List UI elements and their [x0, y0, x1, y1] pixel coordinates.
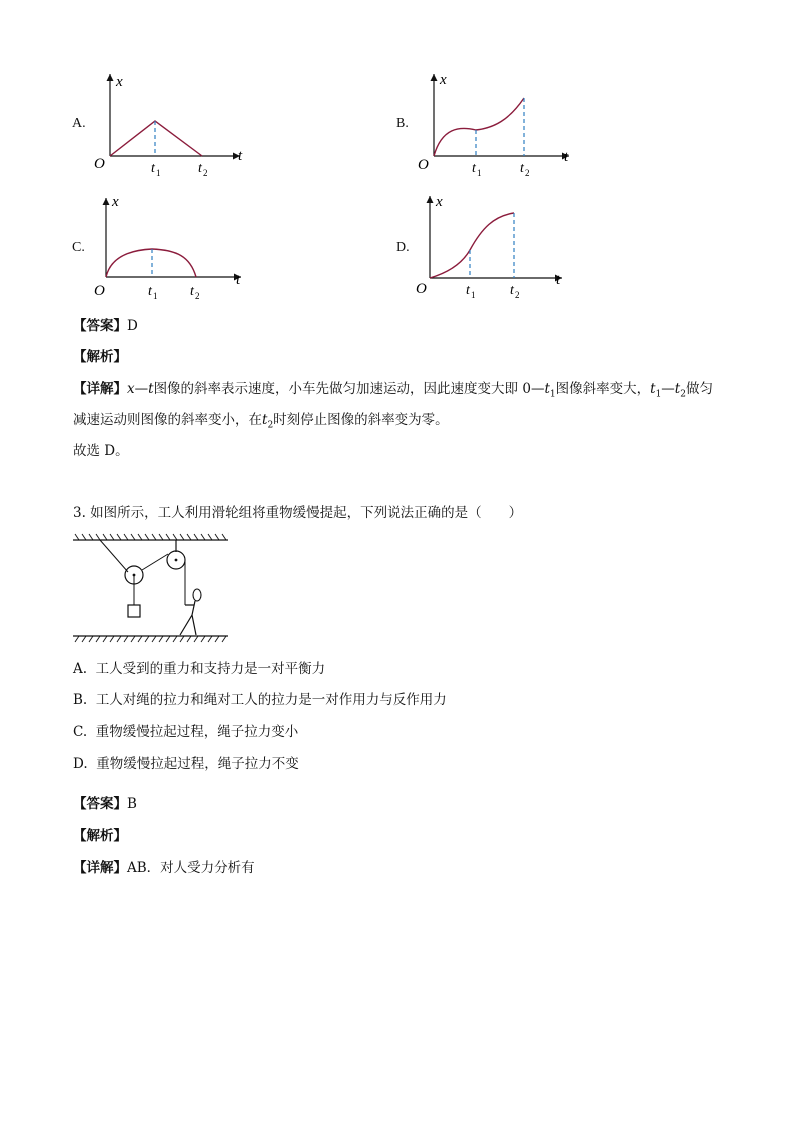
- detail-text: AB．对人受力分析有: [127, 860, 255, 876]
- t2-label: t: [190, 284, 194, 299]
- ceiling-hatch: [75, 534, 226, 540]
- q2-conclusion: 故选 D。: [73, 443, 129, 459]
- x-axis-label: x: [436, 194, 443, 210]
- pulley-axle: [175, 559, 178, 562]
- option-c-label: C.: [72, 240, 85, 255]
- x-axis-label: x: [112, 194, 119, 210]
- t2-label: t: [520, 161, 524, 176]
- option-letter: A.: [73, 661, 88, 677]
- worker-body: [180, 601, 196, 635]
- q3-stem: 3. 如图所示，工人利用滑轮组将重物缓慢提起，下列说法正确的是（ ）: [73, 505, 523, 521]
- x-axis-label: x: [440, 72, 447, 88]
- curve: [430, 213, 514, 278]
- q3-option-c: [73, 722, 298, 742]
- option-text: 重物缓慢拉起过程，绳子拉力变小: [95, 724, 299, 740]
- rope: [100, 540, 128, 572]
- option-text: 重物缓慢拉起过程，绳子拉力不变: [96, 756, 299, 772]
- graph-b: [414, 68, 579, 180]
- var-t: t: [148, 381, 154, 397]
- q2-analysis-tag: 【解析】: [73, 349, 127, 365]
- graph-d: [412, 188, 577, 303]
- t1-subscript: 1: [156, 168, 161, 178]
- option-letter: D.: [73, 756, 88, 772]
- curve: [106, 249, 196, 277]
- option-text: 工人受到的重力和支持力是一对平衡力: [95, 661, 326, 677]
- answer-tag: 【答案】: [73, 318, 127, 334]
- q2-detail-line-2: [73, 410, 449, 436]
- t2-label: t: [198, 161, 202, 176]
- detail-text: 图像的斜率表示速度，小车先做匀加速运动，因此速度变大即 0—: [153, 381, 545, 397]
- t2-subscript: 2: [680, 389, 686, 400]
- var-t2: t: [262, 412, 268, 428]
- rope: [142, 554, 168, 570]
- t2-subscript: 2: [267, 420, 274, 431]
- q3-option-b: [73, 690, 447, 710]
- t1-label: t: [151, 161, 155, 176]
- option-a-label: A.: [72, 116, 86, 131]
- t-axis-label: t: [556, 272, 561, 288]
- origin-label: O: [418, 157, 429, 173]
- detail-text: 做匀: [685, 381, 713, 397]
- curve: [434, 98, 524, 156]
- t-axis-label: t: [236, 272, 241, 288]
- weight-box: [128, 605, 140, 617]
- t1-subscript: 1: [471, 290, 476, 300]
- q3-analysis-tag: 【解析】: [73, 828, 127, 844]
- t2-subscript: 2: [203, 168, 208, 178]
- answer-value: B: [127, 796, 137, 812]
- detail-text: 图像斜率变大，: [555, 381, 651, 397]
- t-axis-label: t: [564, 149, 569, 165]
- x-axis-label: x: [116, 74, 123, 90]
- var-x: x: [127, 381, 135, 397]
- origin-label: O: [94, 283, 105, 299]
- t1-label: t: [466, 283, 470, 298]
- t1-subscript: 1: [655, 389, 662, 400]
- answer-tag: 【答案】: [73, 796, 127, 812]
- var-t2: t: [674, 381, 681, 397]
- detail-tag: 【详解】: [73, 860, 127, 876]
- curve: [110, 121, 202, 156]
- answer-value: D: [127, 318, 138, 334]
- t1-label: t: [472, 161, 476, 176]
- q3-detail-line: [73, 858, 255, 878]
- graph-c: [86, 192, 251, 304]
- t1-subscript: 1: [477, 168, 482, 178]
- graph-a: [90, 68, 250, 180]
- q3-option-a: [73, 659, 325, 679]
- option-letter: C.: [73, 724, 88, 740]
- t2-subscript: 2: [525, 168, 530, 178]
- option-letter: B.: [73, 692, 88, 708]
- t1-subscript: 1: [549, 389, 556, 400]
- detail-tag: 【详解】: [73, 381, 127, 397]
- t2-subscript: 2: [515, 290, 520, 300]
- origin-label: O: [94, 156, 105, 172]
- q2-answer-line: [73, 316, 138, 336]
- pulley-figure: [70, 530, 235, 648]
- q2-detail-line-1: [73, 379, 713, 405]
- origin-label: O: [416, 281, 427, 297]
- q3-option-d: [73, 754, 299, 774]
- t2-subscript: 2: [195, 291, 200, 301]
- detail-text: 时刻停止图像的斜率变为零。: [273, 412, 449, 428]
- dash: —: [661, 381, 675, 397]
- option-b-label: B.: [396, 116, 409, 131]
- t1-label: t: [148, 284, 152, 299]
- var-t1: t: [650, 381, 656, 397]
- dash: —: [134, 381, 149, 397]
- option-d-label: D.: [396, 240, 410, 255]
- detail-text: 减速运动则图像的斜率变小，在: [73, 412, 262, 428]
- var-t1: t: [544, 381, 550, 397]
- worker-head: [193, 589, 201, 601]
- t-axis-label: t: [238, 148, 243, 164]
- option-text: 工人对绳的拉力和绳对工人的拉力是一对作用力与反作用力: [95, 692, 447, 708]
- t1-subscript: 1: [153, 291, 158, 301]
- ground-hatch: [75, 636, 226, 642]
- q3-answer-line: [73, 794, 137, 814]
- t2-label: t: [510, 283, 514, 298]
